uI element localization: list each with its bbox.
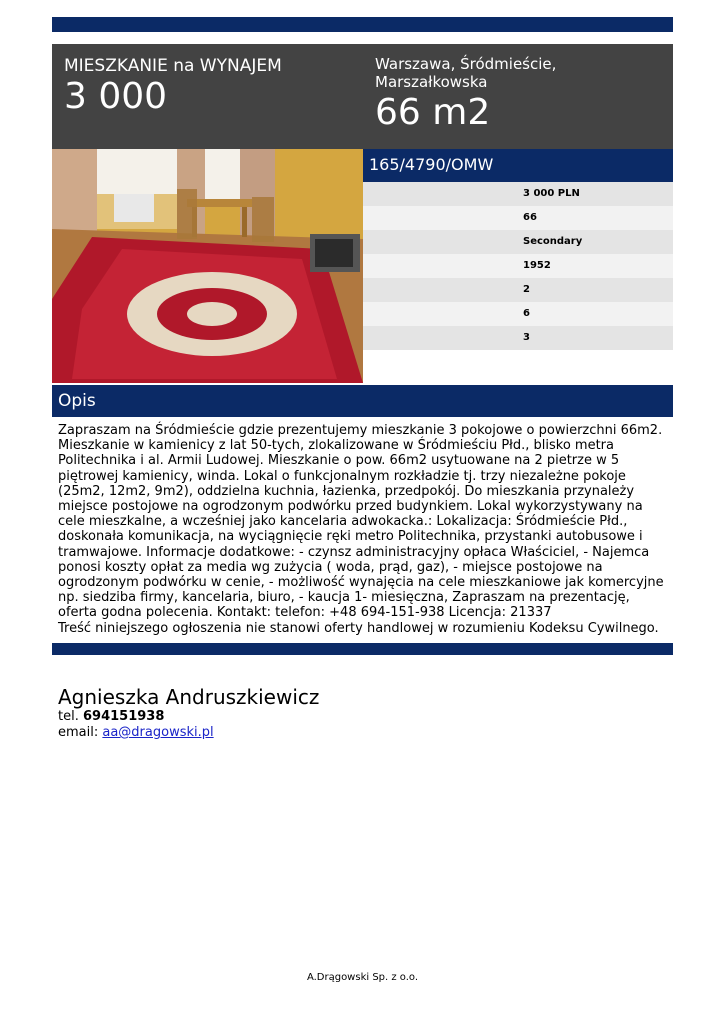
footer-company: A.Drągowski Sp. z o.o. bbox=[306, 972, 419, 983]
param-row bbox=[363, 254, 673, 278]
param-value: 3 bbox=[523, 332, 530, 343]
description-text: Zapraszam na Śródmieście gdzie prezentujemy mieszkanie 3 pokojowe o powierzchni 66m2. Mieszkanie w kamienicy z lat 50-tych, zlokalizowane w Śródmieściu Płd., blisko metra Politechnika i al. Armii Ludowej. Mieszkanie o pow. 66m2 usytuowane na 2 pietrze w 5 piętrowej kamienicy, winda. Lokal o funkcjonalnym rozkładzie tj. trzy niezależne pokoje (25m2, 12m2, 9m2), oddzielna kuchnia, łazienka, przedpokój. Do mieszkania przynależy miejsce postojowe na ogrodzonym podwórku przed budynkiem. Lokal wykorzystywany na cele mieszkalne, a wcześniej jako kancelaria adwokacka.: Lokalizacja: Śródmieście Płd., doskonała komunikacja, na wyciągnięcie ręki metro Politechnika, przystanki autobusowe i tramwajowe. Informacje dodatkowe: - czynsz administracyjny opłaca Właściciel, - Najemca ponosi koszty opłat za media wg zużycia ( woda, prąd, gaz), - miejsce postojowe na ogrodzonym podwórku w cenie, - możliwość wynajęcia na cele mieszkaniowe jak komercyjne np. siedziba firmy, kancelaria, biuro, - kaucja 1- miesięczna, Zapraszam na prezentację, oferta godna polecenia. Kontakt: telefon: +48 694-151-938 Licencja: 21337 bbox=[58, 423, 664, 621]
bottom-accent-bar bbox=[52, 643, 673, 655]
room-photo-illustration bbox=[52, 149, 363, 383]
description-heading-bar bbox=[52, 385, 673, 417]
parameters-list bbox=[363, 182, 673, 350]
param-value: 66 bbox=[523, 212, 537, 223]
reference-number: 165/4790/OMW bbox=[369, 155, 494, 174]
param-row bbox=[363, 206, 673, 230]
email-link[interactable]: aa@dragowski.pl bbox=[102, 725, 214, 740]
listing-area: 66 m2 bbox=[375, 92, 491, 133]
description-heading: Opis bbox=[58, 391, 96, 411]
param-value: Secondary bbox=[523, 236, 583, 247]
property-photo bbox=[52, 149, 363, 383]
email-line bbox=[58, 725, 319, 741]
header-left bbox=[64, 56, 282, 117]
param-row bbox=[363, 302, 673, 326]
listing-header bbox=[52, 44, 673, 149]
phone-label: tel. bbox=[58, 709, 79, 724]
email-label: email: bbox=[58, 725, 99, 740]
param-row bbox=[363, 326, 673, 350]
agent-name: Agnieszka Andruszkiewicz bbox=[58, 685, 320, 709]
description-disclaimer: Treść niniejszego ogłoszenia nie stanowi oferty handlowej w rozumieniu Kodeksu Cywilnego. bbox=[58, 620, 659, 636]
listing-location: Warszawa, Śródmieście, Marszałkowska bbox=[375, 55, 557, 91]
phone-number: 694151938 bbox=[82, 709, 165, 724]
param-value: 6 bbox=[523, 308, 530, 319]
listing-type: MIESZKANIE na WYNAJEM bbox=[64, 56, 282, 76]
agent-contact bbox=[58, 686, 319, 741]
param-value: 3 000 PLN bbox=[523, 188, 580, 199]
param-value: 1952 bbox=[523, 260, 551, 271]
param-row bbox=[363, 230, 673, 254]
param-row bbox=[363, 182, 673, 206]
description-body bbox=[58, 423, 669, 636]
header-right bbox=[375, 55, 665, 133]
top-accent-bar bbox=[52, 17, 673, 32]
listing-price: 3 000 bbox=[64, 76, 168, 117]
phone-line bbox=[58, 709, 319, 725]
param-row bbox=[363, 278, 673, 302]
reference-bar bbox=[363, 149, 673, 182]
param-value: 2 bbox=[523, 284, 530, 295]
